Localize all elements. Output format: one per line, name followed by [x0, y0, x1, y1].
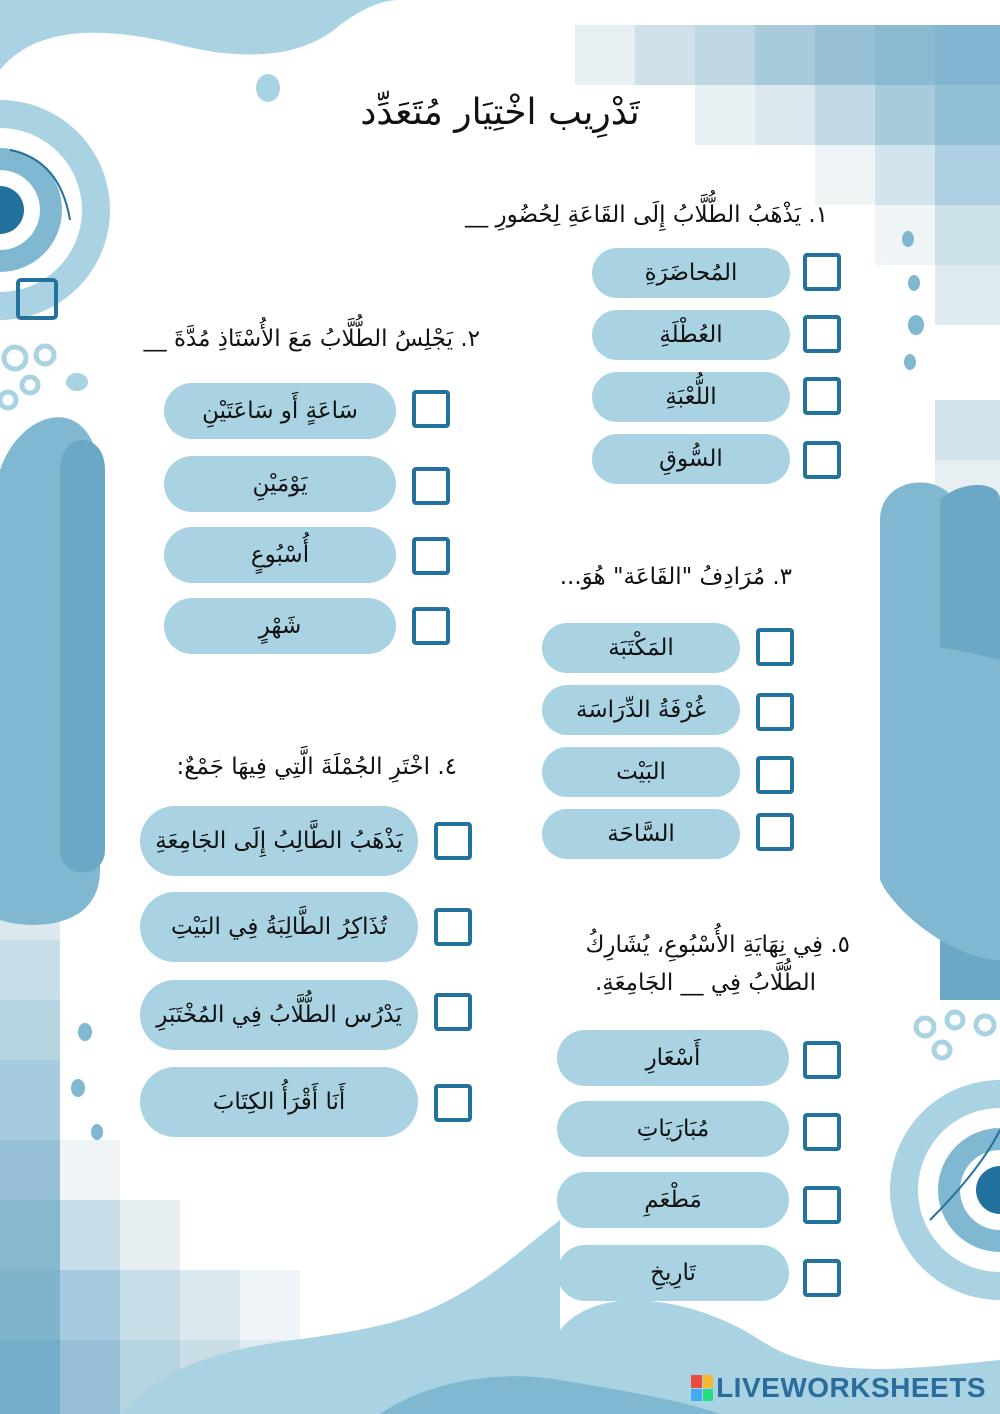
q3-checkbox-2[interactable] — [756, 693, 794, 731]
q4-checkbox-2[interactable] — [434, 908, 472, 946]
q5-checkbox-3[interactable] — [803, 1186, 841, 1224]
question-1-text: ١. يَذْهَبُ الطُّلَّابُ إِلَى القَاعَةِ لِحُضُورِ __ — [465, 202, 828, 228]
q2-option-3: أُسْبُوعٍ — [164, 527, 396, 583]
q4-checkbox-1[interactable] — [434, 822, 472, 860]
q2-checkbox-1[interactable] — [412, 390, 450, 428]
q4-option-1: يَذْهَبُ الطَّالِبُ إِلَى الجَامِعَةِ — [140, 806, 418, 876]
q1-option-1: المُحاضَرَةِ — [592, 248, 790, 298]
q1-checkbox-3[interactable] — [803, 377, 841, 415]
q1-option-3: اللُّعْبَةِ — [592, 372, 790, 422]
q2-checkbox-3[interactable] — [412, 537, 450, 575]
q1-option-4: السُّوقِ — [592, 434, 790, 484]
q5-checkbox-4[interactable] — [803, 1259, 841, 1297]
q4-option-4: أَنَا أَقْرَأُ الكِتَابَ — [140, 1067, 418, 1137]
q3-option-2: غُرْفَةُ الدِّرَاسَة — [542, 685, 740, 735]
liveworksheets-logo[interactable] — [691, 1372, 986, 1404]
q1-checkbox-2[interactable] — [803, 315, 841, 353]
q5-option-2: مُبَارَيَاتِ — [557, 1101, 789, 1157]
q2-option-1: سَاعَةٍ أَو سَاعَتَيْنِ — [164, 383, 396, 439]
q2-checkbox-2[interactable] — [412, 467, 450, 505]
q5-option-3: مَطْعَمِ — [557, 1172, 789, 1228]
q2-checkbox-4[interactable] — [412, 607, 450, 645]
q1-checkbox-4[interactable] — [803, 441, 841, 479]
q3-option-1: المَكْتَبَة — [542, 623, 740, 673]
q4-option-3: يَدْرُس الطُّلَّابُ فِي المُخْتَبَرِ — [140, 980, 418, 1050]
q3-checkbox-3[interactable] — [756, 756, 794, 794]
question-5-line-1: ٥. فِي نِهَايَةِ الأُسْبُوعِ، يُشَارِكُ — [585, 932, 850, 958]
q3-checkbox-4[interactable] — [756, 813, 794, 851]
q2-option-4: شَهْرٍ — [164, 598, 396, 654]
q5-option-4: تَارِيخِ — [557, 1245, 789, 1301]
question-2-text: ٢. يَجْلِسُ الطُّلَّابُ مَعَ الأُسْتَاذِ مُدَّةَ __ — [143, 326, 480, 352]
q3-option-3: البَيْت — [542, 747, 740, 797]
liveworksheets-logo-icon — [691, 1375, 713, 1401]
question-4-text: ٤. اخْتَرِ الجُمْلَةَ الَّتِي فِيهَا جَمْعٌ: — [176, 754, 457, 780]
q3-checkbox-1[interactable] — [756, 628, 794, 666]
q4-checkbox-3[interactable] — [434, 993, 472, 1031]
question-3-text: ٣. مُرَادِفُ "القَاعَة" هُوَ... — [559, 564, 792, 590]
q4-option-2: تُذَاكِرُ الطَّالِبَةُ فِي البَيْتِ — [140, 892, 418, 962]
q5-checkbox-1[interactable] — [803, 1041, 841, 1079]
q4-checkbox-4[interactable] — [434, 1084, 472, 1122]
q2-option-2: يَوْمَيْنِ — [164, 456, 396, 512]
page-title: تَدْرِيب اخْتِيَار مُتَعَدِّد — [360, 92, 640, 133]
q5-option-1: أَسْعَارِ — [557, 1030, 789, 1086]
q1-option-2: العُطْلَةِ — [592, 310, 790, 360]
q5-checkbox-2[interactable] — [803, 1113, 841, 1151]
q3-option-4: السَّاحَة — [542, 809, 740, 859]
q1-checkbox-1[interactable] — [803, 253, 841, 291]
question-5-line-2: الطُّلَّابُ فِي __ الجَامِعَةِ. — [594, 970, 816, 996]
brand-name: LIVEWORKSHEETS — [716, 1372, 986, 1403]
